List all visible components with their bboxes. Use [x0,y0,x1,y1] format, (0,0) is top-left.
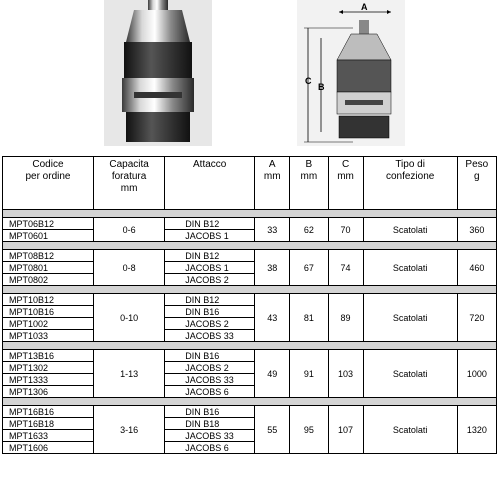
header-peso-l1: Peso [465,159,489,170]
cell-c: 74 [328,250,363,286]
cell-attacco: JACOBS 33 [165,374,255,386]
separator-cell [3,242,497,250]
cell-peso: 460 [457,250,496,286]
cell-b: 81 [290,294,328,342]
cell-peso: 1320 [457,406,496,454]
table-row [3,250,497,262]
group-separator [3,398,497,406]
cell-capacita: 0-8 [93,250,164,286]
cell-b: 62 [290,218,328,242]
chuck-drawing-image [297,0,405,146]
group-separator [3,342,497,350]
cell-c: 70 [328,218,363,242]
cell-attacco: JACOBS 6 [165,442,255,454]
group-separator [3,210,497,218]
cell-codice: MPT10B12 [3,294,94,306]
cell-a: 33 [255,218,290,242]
cell-b: 67 [290,250,328,286]
cell-attacco: DIN B12 [165,294,255,306]
cell-codice: MPT13B16 [3,350,94,362]
table-row [3,406,497,418]
cell-c: 89 [328,294,363,342]
cell-attacco: DIN B12 [165,250,255,262]
header-capacita [93,157,164,210]
cell-tipo: Scatolati [363,250,457,286]
dim-label-c: C [305,76,312,86]
cell-attacco: JACOBS 2 [165,274,255,286]
cell-codice: MPT1606 [3,442,94,454]
separator-cell [3,210,497,218]
header-capacita-l3: mm [120,183,138,194]
cell-peso: 720 [457,294,496,342]
chuck-photo-image [104,0,212,146]
cell-codice: MPT1306 [3,386,94,398]
cell-a: 43 [255,294,290,342]
group-separator [3,242,497,250]
table-row [3,218,497,230]
header-capacita-l1: Capacita [109,159,149,170]
cell-codice: MPT1302 [3,362,94,374]
cell-attacco: DIN B16 [165,306,255,318]
product-table [2,156,497,454]
cell-attacco: DIN B12 [165,218,255,230]
group-separator [3,286,497,294]
cell-b: 95 [290,406,328,454]
chuck-dimension-drawing [297,0,405,146]
cell-codice: MPT0601 [3,230,94,242]
header-a-l1: A [268,159,276,170]
header-c-l2: mm [337,171,354,182]
cell-attacco: JACOBS 1 [165,230,255,242]
cell-codice: MPT06B12 [3,218,94,230]
header-peso-l2: g [474,171,480,182]
cell-attacco: DIN B16 [165,350,255,362]
header-capacita-l2: foratura [111,171,147,182]
header-peso [457,157,496,210]
cell-codice: MPT16B16 [3,406,94,418]
header-a [255,157,290,210]
cell-c: 107 [328,406,363,454]
cell-codice: MPT0802 [3,274,94,286]
cell-capacita: 1-13 [93,350,164,398]
table-row [3,294,497,306]
header-codice-l2: per ordine [25,171,71,182]
cell-attacco: JACOBS 1 [165,262,255,274]
header-b-l1: B [305,159,313,170]
header-attacco [165,157,255,210]
cell-tipo: Scatolati [363,406,457,454]
header-codice-l1: Codice [32,159,64,170]
cell-a: 49 [255,350,290,398]
dim-label-a: A [361,2,368,12]
cell-c: 103 [328,350,363,398]
header-b [290,157,328,210]
dim-label-b: B [318,82,325,92]
cell-a: 55 [255,406,290,454]
cell-tipo: Scatolati [363,350,457,398]
header-tipo-l1: Tipo di [395,159,425,170]
cell-peso: 1000 [457,350,496,398]
cell-attacco: JACOBS 6 [165,386,255,398]
separator-cell [3,286,497,294]
cell-codice: MPT1333 [3,374,94,386]
cell-attacco: JACOBS 33 [165,430,255,442]
cell-attacco: DIN B16 [165,406,255,418]
cell-codice: MPT10B16 [3,306,94,318]
cell-capacita: 3-16 [93,406,164,454]
product-table-body [3,210,497,454]
cell-tipo: Scatolati [363,294,457,342]
header-tipo-l2: confezione [385,171,435,182]
cell-attacco: JACOBS 2 [165,318,255,330]
cell-attacco: JACOBS 2 [165,362,255,374]
header-b-l2: mm [300,171,318,182]
header-row [3,157,497,210]
header-c-l1: C [341,159,350,170]
illustrations [0,0,500,150]
header-codice [3,157,94,210]
separator-cell [3,342,497,350]
cell-capacita: 0-10 [93,294,164,342]
header-c [328,157,363,210]
cell-capacita: 0-6 [93,218,164,242]
chuck-photo [104,0,212,146]
cell-codice: MPT08B12 [3,250,94,262]
cell-attacco: JACOBS 33 [165,330,255,342]
separator-cell [3,398,497,406]
cell-codice: MPT1002 [3,318,94,330]
cell-b: 91 [290,350,328,398]
header-a-l2: mm [263,171,281,182]
header-tipo [363,157,457,210]
cell-codice: MPT16B18 [3,418,94,430]
cell-tipo: Scatolati [363,218,457,242]
cell-codice: MPT1033 [3,330,94,342]
cell-attacco: DIN B18 [165,418,255,430]
table-row [3,350,497,362]
cell-a: 38 [255,250,290,286]
header-attacco-l1: Attacco [193,159,227,170]
cell-codice: MPT0801 [3,262,94,274]
cell-peso: 360 [457,218,496,242]
cell-codice: MPT1633 [3,430,94,442]
